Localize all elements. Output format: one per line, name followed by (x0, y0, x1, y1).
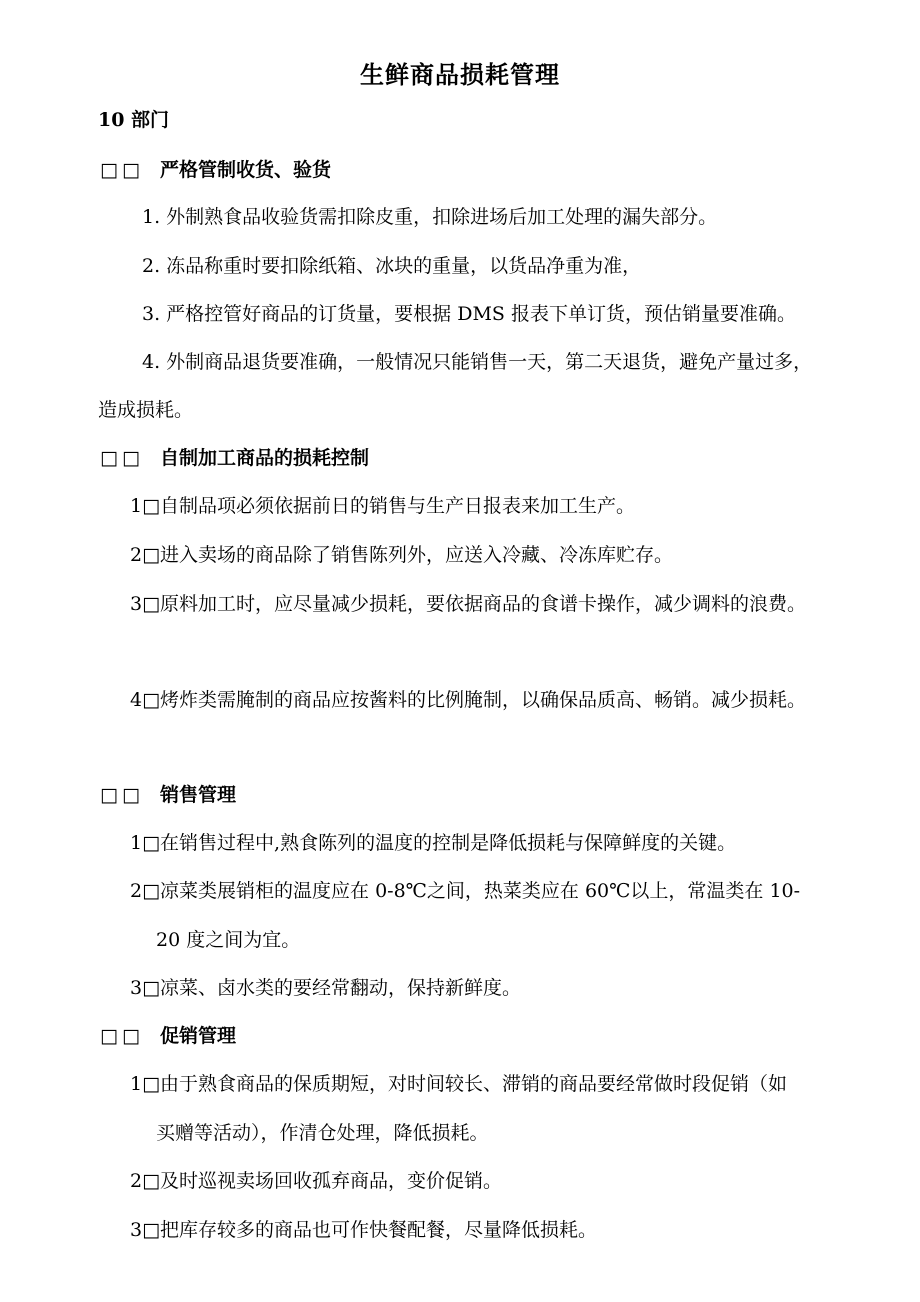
list-item: 2□进入卖场的商品除了销售陈列外，应送入冷藏、冷冻库贮存。 (130, 544, 674, 566)
list-item: 4□烤炸类需腌制的商品应按酱料的比例腌制，以确保品质高、畅销。减少损耗。 (130, 689, 807, 711)
list-item: 2□及时巡视卖场回收孤弃商品，变价促销。 (130, 1170, 503, 1192)
list-item: 3□原料加工时，应尽量减少损耗，要依据商品的食谱卡操作，减少调料的浪费。 (130, 593, 807, 615)
list-item: 3. 严格控管好商品的订货量，要根据 DMS 报表下单订货，预估销量要准确。 (142, 303, 796, 325)
section-heading-processing (100, 446, 369, 470)
list-item-continuation: 造成损耗。 (98, 399, 194, 421)
section-heading-text: 严格管制收货、验货 (160, 159, 332, 181)
list-item-continuation: 20 度之间为宜。 (156, 929, 301, 951)
section-heading-receiving (100, 158, 331, 182)
section-heading-text: 促销管理 (160, 1025, 237, 1047)
section-marker: □□ (100, 159, 144, 181)
section-marker: □□ (100, 784, 144, 806)
list-item: 1. 外制熟食品收验货需扣除皮重，扣除进场后加工处理的漏失部分。 (142, 206, 718, 228)
section-heading-text: 自制加工商品的损耗控制 (160, 447, 370, 469)
department-label: 10 部门 (98, 109, 170, 131)
section-heading-sales (100, 783, 236, 807)
section-heading-text: 销售管理 (160, 784, 237, 806)
list-item: 4. 外制商品退货要准确，一般情况只能销售一天，第二天退货，避免产量过多， (142, 351, 813, 373)
list-item: 2□凉菜类展销柜的温度应在 0-8℃之间，热菜类应在 60℃以上，常温类在 10- (130, 880, 801, 902)
list-item: 1□由于熟食商品的保质期短，对时间较长、滞销的商品要经常做时段促销（如 (130, 1073, 788, 1095)
list-item: 1□在销售过程中,熟食陈列的温度的控制是降低损耗与保障鲜度的关键。 (130, 832, 737, 854)
section-heading-promotion (100, 1024, 236, 1048)
list-item: 1□自制品项必须依据前日的销售与生产日报表来加工生产。 (130, 495, 636, 517)
list-item-continuation: 买赠等活动），作清仓处理，降低损耗。 (156, 1122, 489, 1144)
list-item: 2. 冻品称重时要扣除纸箱、冰块的重量，以货品净重为准， (142, 255, 642, 277)
list-item: 3□凉菜、卤水类的要经常翻动，保持新鲜度。 (130, 977, 522, 999)
section-marker: □□ (100, 1025, 144, 1047)
list-item: 3□把库存较多的商品也可作快餐配餐，尽量降低损耗。 (130, 1219, 598, 1241)
document-title: 生鲜商品损耗管理 (360, 60, 560, 89)
section-marker: □□ (100, 447, 144, 469)
